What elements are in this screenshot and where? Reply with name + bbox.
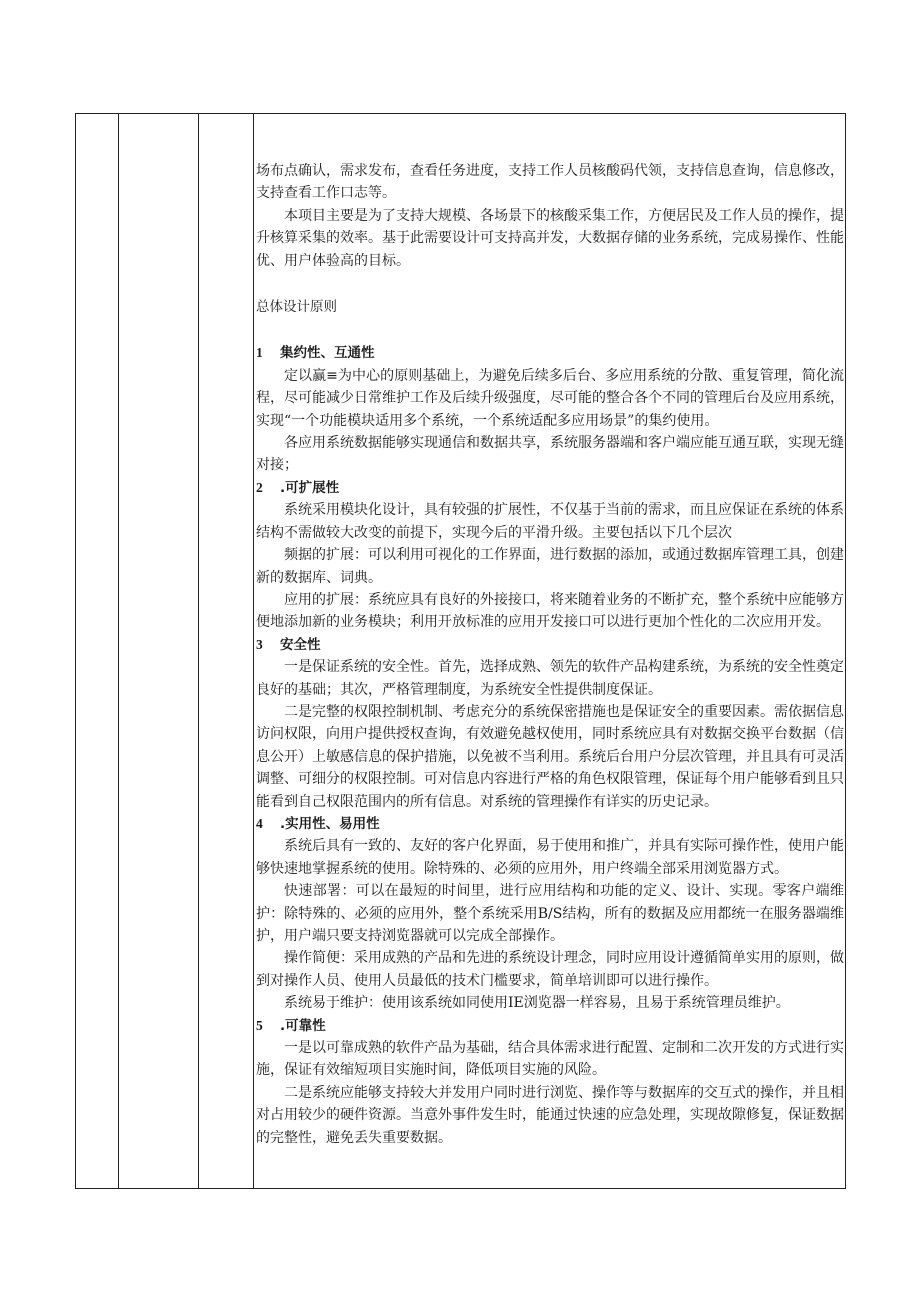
- section-title: .实用性、易用性: [280, 815, 380, 832]
- section-number: 3: [256, 636, 263, 652]
- section-heading: [256, 813, 844, 835]
- section-paragraph: 频据的扩展：可以利用可视化的工作界面，进行数据的添加，或通过数据库管理工具，创建新的数据库、词典。: [256, 547, 844, 586]
- section-paragraph: 各应用系统数据能够实现通信和数据共享，系统服务器端和客户端应能互通互联，实现无缝对接；: [256, 435, 844, 474]
- section-heading: [256, 1015, 844, 1037]
- intro-paragraph: 本项目主要是为了支持大规模、各场景下的核酸采集工作，方便居民及工作人员的操作，提升核算采集的效率。基于此需要设计可支持高并发，大数据存储的业务系统，完成易操作、性能优、用户体验高的目标。: [256, 207, 844, 269]
- section-paragraph: 二是完整的权限控制机制、考虑充分的系统保密措施也是保证安全的重要因素。需依据信息访问权限，向用户提供授权查询，有效避免越权使用，同时系统应具有对数据交换平台数据（信息公开）上敏感信息的保护措施，以免被不当利用。系统后台用户分层次管理，并且具有可灵活调整、可细分的权限控制。可对信息内容进行严格的角色权限管理，保证每个用户能够看到且只能看到自己权限范围内的所有信息。对系统的管理操作有详实的历史记录。: [256, 703, 844, 810]
- table-top-border: [75, 113, 846, 114]
- table-col-border-4: [253, 113, 254, 1189]
- table-bottom-border: [75, 1188, 846, 1189]
- section-title: 集约性、互通性: [280, 345, 375, 362]
- section-paragraph: 一是以可靠成熟的软件产品为基础，结合具体需求进行配置、定制和二次开发的方式进行实施，保证有效缩短项目实施时间，降低项目实施的风险。: [256, 1040, 844, 1079]
- section-paragraph: 快速部署：可以在最短的时间里，进行应用结构和功能的定义、设计、实现。零客户端维护：除特殊的、必须的应用外，整个系统采用B/S结构，所有的数据及应用都统一在服务器端维护，用户端只要支持浏览器就可以完成全部操作。: [256, 883, 844, 944]
- section-title: 安全性: [280, 636, 321, 653]
- section-paragraph: 系统后具有一致的、友好的客户化界面，易于使用和推广，并具有实际可操作性，使用户能够快速地掌握系统的使用。除特殊的、必须的应用外，用户终端全部采用浏览器方式。: [256, 838, 844, 877]
- section-heading: [256, 342, 844, 364]
- section-paragraph: 操作简便：采用成熟的产品和先进的系统设计理念，同时应用设计遵循简单实用的原则，做到对操作人员、使用人员最低的技术门槛要求，简单培训即可以进行操作。: [256, 950, 844, 989]
- intro-paragraph: 场布点确认，需求发布，查看任务进度，支持工作人员核酸码代领，支持信息查询，信息修改，支持查看工作口志等。: [256, 163, 844, 202]
- section-number: 4: [256, 815, 263, 831]
- table-col-border-1: [75, 113, 76, 1189]
- section-paragraph: 系统易于维护：使用该系统如同使用IE浏览器一样容易，且易于系统管理员维护。: [284, 995, 790, 1012]
- section-paragraph: 系统采用模块化设计，具有较强的扩展性，不仅基于当前的需求，而且应保证在系统的体系结构不需做较大改变的前提下，实现今后的平滑升级。主要包括以下几个层次: [256, 502, 844, 541]
- section-paragraph: 二是系统应能够支持较大并发用户同时进行浏览、操作等与数据库的交互式的操作，并且相对占用较少的硬件资源。当意外事件发生时，能通过快速的应急处理，实现故隙修复，保证数据的完整性，避免丢失重要数据。: [256, 1084, 844, 1146]
- design-principles-title: 总体设计原则: [256, 299, 337, 316]
- content-cell: [256, 160, 844, 1149]
- table-col-border-3: [198, 113, 199, 1189]
- section-paragraph: 一是保证系统的安全性。首先，选择成熟、领先的软件产品构建系统，为系统的安全性奠定良好的基础；其次，严格管理制度，为系统安全性提供制度保证。: [256, 659, 844, 698]
- section-heading: [256, 477, 844, 499]
- section-heading: [256, 634, 844, 656]
- section-title: .可靠性: [280, 1017, 326, 1034]
- section-number: 5: [256, 1017, 263, 1033]
- section-number: 2: [256, 479, 263, 495]
- table-col-border-5: [845, 113, 846, 1189]
- section-number: 1: [256, 345, 263, 361]
- section-title: .可扩展性: [280, 479, 340, 496]
- section-paragraph: 定以赢≡为中心的原则基础上，为避免后续多后台、多应用系统的分散、重复管理，简化流程，尽可能减少日常维护工作及后续升级强度，尽可能的整合各个不同的管理后台及应用系统，实现“一个功能模块适用多个系统，一个系统适配多应用场景”的集约使用。: [256, 367, 844, 429]
- section-paragraph: 应用的扩展：系统应具有良好的外接接口，将来随着业务的不断扩充，整个系统中应能够方便地添加新的业务模块；利用开放标准的应用开发接口可以进行更加个性化的二次应用开发。: [256, 591, 844, 631]
- table-col-border-2: [118, 113, 119, 1189]
